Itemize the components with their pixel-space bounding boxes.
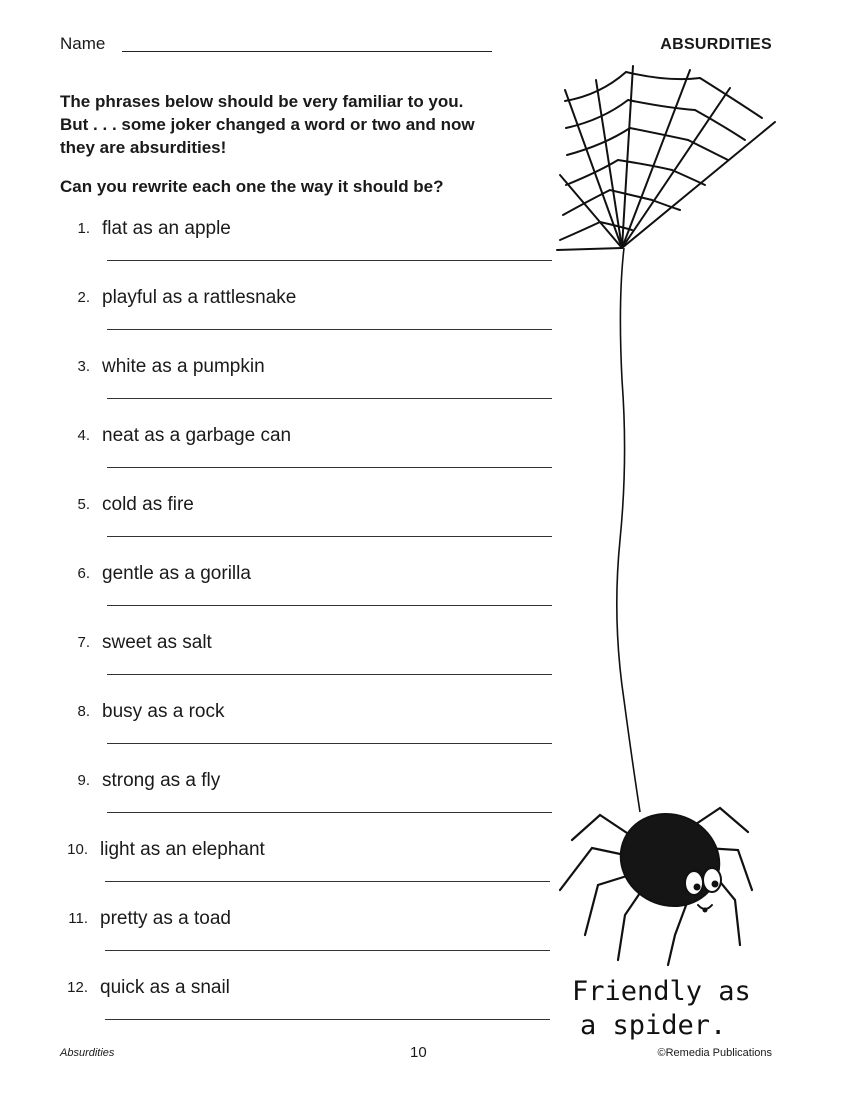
spider-web-icon bbox=[557, 66, 775, 250]
item-number: 1. bbox=[77, 220, 90, 237]
item-phrase: neat as a garbage can bbox=[102, 425, 292, 446]
name-label: Name bbox=[60, 34, 106, 53]
spider-caption-line-1: Friendly as bbox=[572, 976, 751, 1007]
spider-caption-line-2: a spider. bbox=[580, 1010, 727, 1041]
item-number: 9. bbox=[77, 772, 90, 789]
item-number: 11. bbox=[68, 910, 88, 927]
item-phrase: quick as a snail bbox=[100, 977, 230, 998]
item-number: 12. bbox=[67, 979, 88, 996]
item-number: 2. bbox=[77, 289, 90, 306]
item-number: 4. bbox=[77, 427, 90, 444]
item-phrase: playful as a rattlesnake bbox=[102, 287, 297, 308]
spider-icon bbox=[560, 798, 752, 965]
instructions-line-2: But . . . some joker changed a word or two and now bbox=[60, 115, 475, 134]
question-prompt: Can you rewrite each one the way it should be? bbox=[60, 177, 444, 196]
instructions-line-1: The phrases below should be very familiar to you. bbox=[60, 92, 464, 111]
item-phrase: gentle as a gorilla bbox=[102, 563, 251, 584]
item-phrase: busy as a rock bbox=[102, 701, 225, 722]
item-number: 8. bbox=[77, 703, 90, 720]
spider-caption bbox=[572, 975, 751, 1043]
item-phrase: sweet as salt bbox=[102, 632, 212, 653]
item-phrase: light as an elephant bbox=[100, 839, 265, 860]
page-number: 10 bbox=[410, 1044, 427, 1061]
item-number: 10. bbox=[67, 841, 88, 858]
item-phrase: cold as fire bbox=[102, 494, 194, 515]
item-phrase: white as a pumpkin bbox=[102, 356, 265, 377]
item-phrase: strong as a fly bbox=[102, 770, 221, 791]
instructions-line-3: they are absurdities! bbox=[60, 138, 227, 157]
item-phrase: flat as an apple bbox=[102, 218, 231, 239]
item-number: 5. bbox=[77, 496, 90, 513]
footer-copyright: ©Remedia Publications bbox=[657, 1047, 772, 1059]
item-number: 7. bbox=[77, 634, 90, 651]
worksheet-title: ABSURDITIES bbox=[660, 36, 772, 53]
footer-title: Absurdities bbox=[60, 1047, 115, 1059]
item-number: 3. bbox=[77, 358, 90, 375]
item-phrase: pretty as a toad bbox=[100, 908, 231, 929]
item-number: 6. bbox=[77, 565, 90, 582]
spider-thread bbox=[617, 248, 640, 812]
